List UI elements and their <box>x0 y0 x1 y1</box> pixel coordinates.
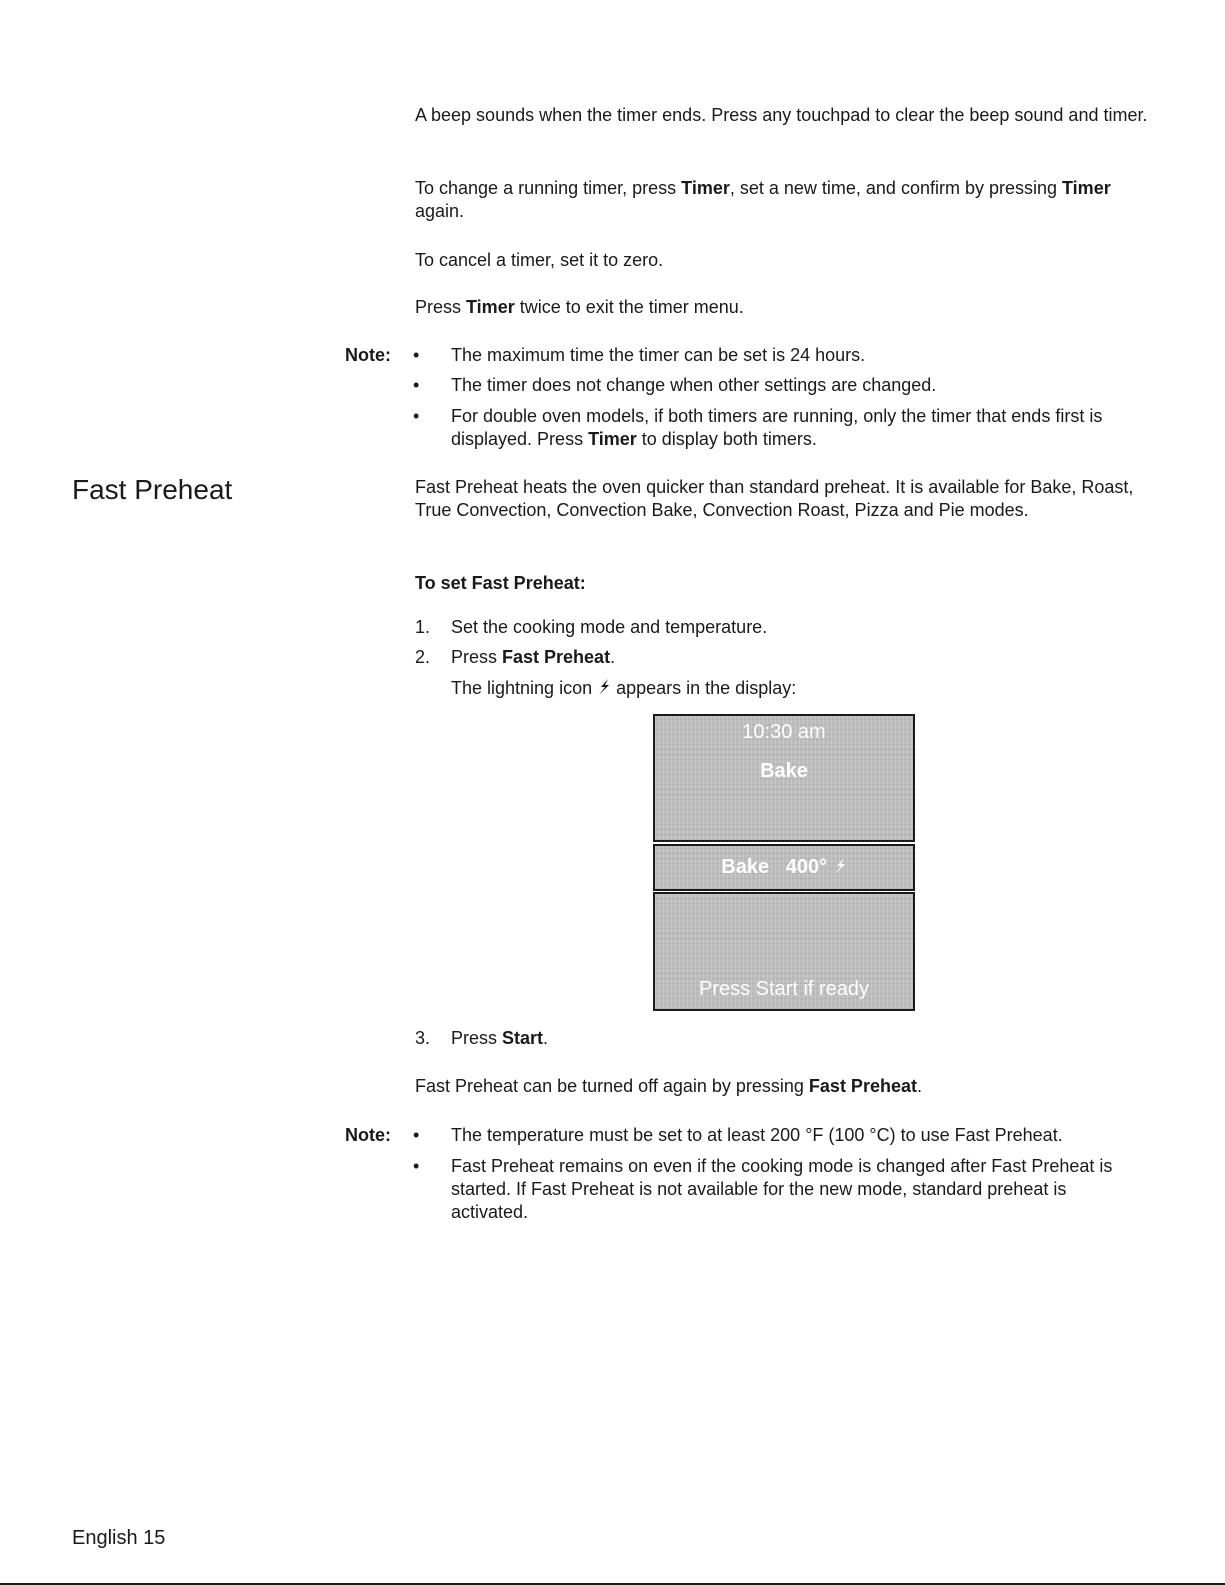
lightning-icon <box>597 678 611 696</box>
timer-beep-paragraph: A beep sounds when the timer ends. Press any touchpad to clear the beep sound and timer. <box>415 105 1148 125</box>
fast-preheat-subheading: To set Fast Preheat: <box>415 573 586 593</box>
step-number: 2. <box>415 647 431 667</box>
timer-cancel-paragraph: To cancel a timer, set it to zero. <box>415 250 664 270</box>
page-footer: English 15 <box>72 1527 166 1549</box>
lightning-icon-sentence: The lightning icon appears in the display: <box>451 678 797 698</box>
note-label: Note: <box>345 345 391 365</box>
section-heading: Fast Preheat <box>72 474 233 505</box>
display-selected-row <box>653 844 915 891</box>
bullet-icon: • <box>413 1125 420 1145</box>
bullet-icon: • <box>413 406 420 426</box>
note-bullet-min-temperature: The temperature must be set to at least 200 °F (100 °C) to use Fast Preheat. <box>451 1125 1063 1145</box>
step-2-text: Press Fast Preheat. <box>451 647 616 667</box>
step-3-text: Press Start. <box>451 1028 549 1048</box>
lightning-icon <box>833 857 847 875</box>
timer-exit-paragraph: Press Timer twice to exit the timer menu. <box>415 297 744 317</box>
display-top-panel <box>653 714 915 842</box>
note-bullet-double-oven: For double oven models, if both timers are running, only the timer that ends first is displayed. Press Timer to display both timers. <box>451 406 1103 449</box>
fast-preheat-off-paragraph: Fast Preheat can be turned off again by pressing Fast Preheat. <box>415 1076 922 1096</box>
note-label: Note: <box>345 1125 391 1145</box>
step-number: 3. <box>415 1028 431 1048</box>
step-number: 1. <box>415 617 431 637</box>
note-bullet-timer-settings: The timer does not change when other settings are changed. <box>451 375 937 395</box>
display-bottom-panel <box>653 892 915 1011</box>
step-1-text: Set the cooking mode and temperature. <box>451 617 768 637</box>
timer-change-paragraph: To change a running timer, press Timer, set a new time, and confirm by pressing Timer again. <box>415 178 1111 221</box>
display-mode-temperature: Bake 400° <box>721 856 828 878</box>
bullet-icon: • <box>413 375 420 395</box>
oven-display <box>653 714 915 1011</box>
fast-preheat-intro: Fast Preheat heats the oven quicker than standard preheat. It is available for Bake, Roast, True Convection, Convection Bake, Convection Roast, Pizza and Pie modes. <box>415 477 1134 520</box>
note-bullet-max-time: The maximum time the timer can be set is 24 hours. <box>451 345 866 365</box>
bullet-icon: • <box>413 1156 420 1176</box>
display-mode: Bake <box>760 760 808 782</box>
display-prompt: Press Start if ready <box>698 978 870 1000</box>
display-time: 10:30 am <box>742 721 826 743</box>
bullet-icon: • <box>413 345 420 365</box>
note-bullet-mode-change: Fast Preheat remains on even if the cooking mode is changed after Fast Preheat is started. If Fast Preheat is not available for the new mode, standard preheat is activated. <box>451 1156 1113 1222</box>
